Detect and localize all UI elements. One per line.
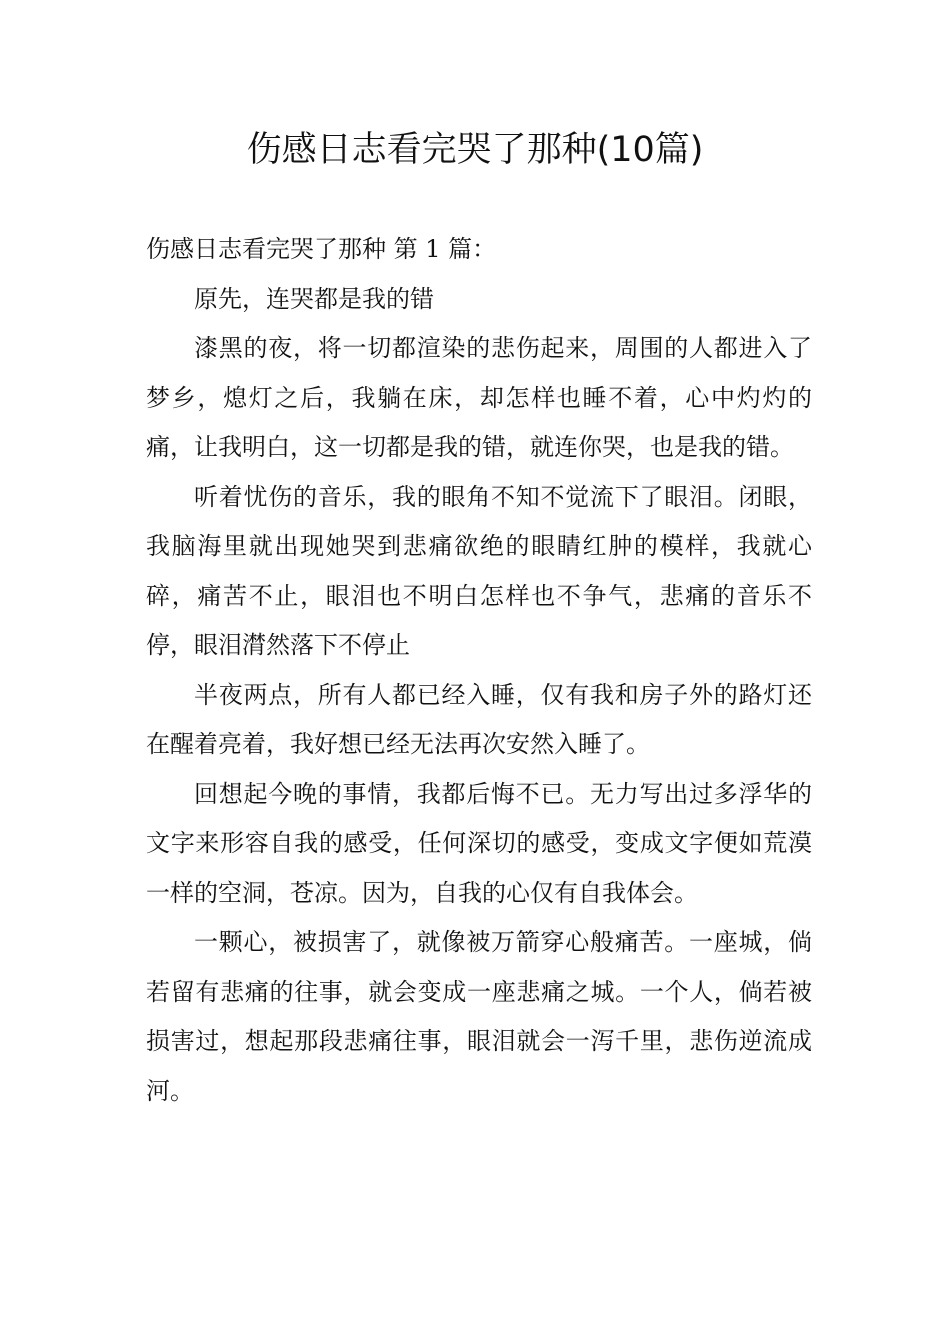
paragraph: 半夜两点，所有人都已经入睡，仅有我和房子外的路灯还在醒着亮着，我好想已经无法再次安然入睡了。 [146, 680, 812, 758]
paragraph: 一颗心，被损害了，就像被万箭穿心般痛苦。一座城，倘若留有悲痛的往事，就会变成一座悲痛之城。一个人，倘若被损害过，想起那段悲痛往事，眼泪就会一泻千里，悲伤逆流成河。 [146, 928, 812, 1105]
document-body [146, 225, 812, 1116]
paragraph: 原先，连哭都是我的错 [194, 284, 434, 313]
section-heading: 伤感日志看完哭了那种 第 1 篇： [146, 235, 497, 263]
paragraph: 听着忧伤的音乐，我的眼角不知不觉流下了眼泪。闭眼，我脑海里就出现她哭到悲痛欲绝的眼睛红肿的模样，我就心碎，痛苦不止，眼泪也不明白怎样也不争气，悲痛的音乐不停，眼泪潸然落下不停止 [146, 482, 812, 659]
paragraph: 回想起今晚的事情，我都后悔不已。无力写出过多浮华的文字来形容自我的感受，任何深切的感受，变成文字便如荒漠一样的空洞，苍凉。因为，自我的心仅有自我体会。 [146, 779, 812, 907]
document-title: 伤感日志看完哭了那种(10篇) [246, 130, 704, 170]
paragraph: 漆黑的夜，将一切都渲染的悲伤起来，周围的人都进入了梦乡，熄灯之后，我躺在床，却怎样也睡不着，心中灼灼的痛，让我明白，这一切都是我的错，就连你哭，也是我的错。 [146, 334, 812, 461]
